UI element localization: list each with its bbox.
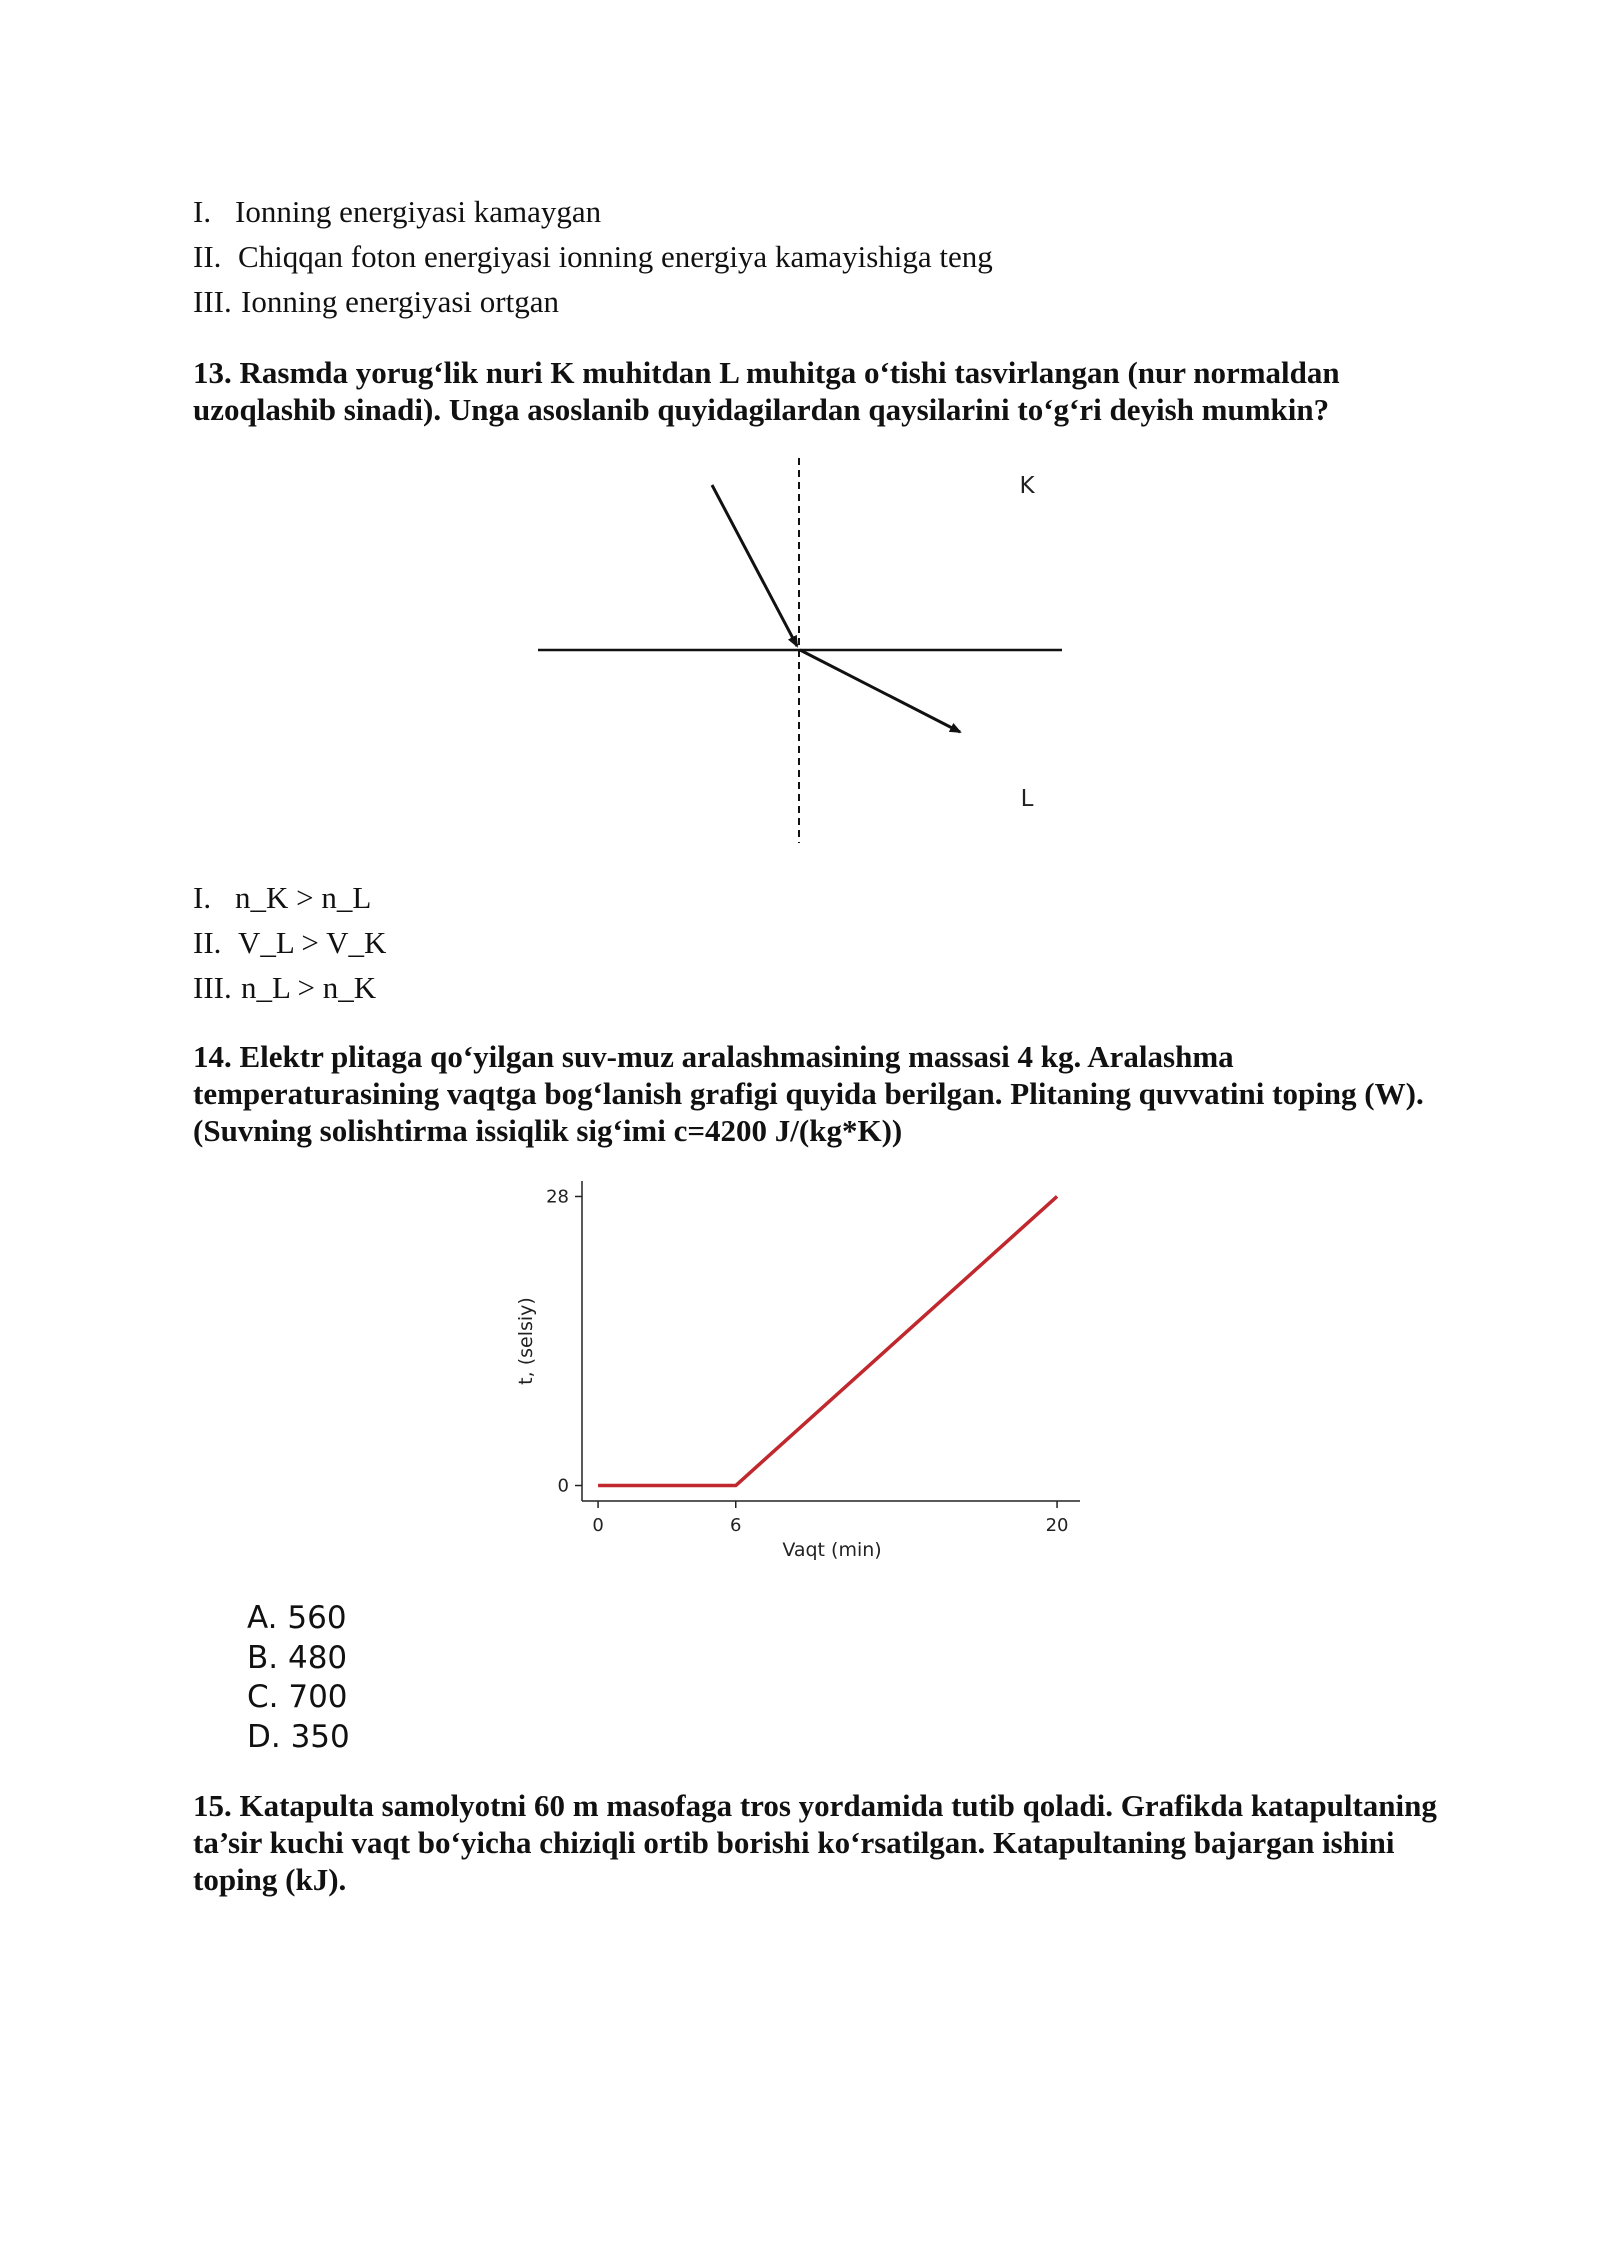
statement-13-3-number: III. xyxy=(193,970,232,1005)
medium-l-label: L xyxy=(1020,786,1034,812)
statement-13-1-number: I. xyxy=(193,880,212,915)
refraction-diagram xyxy=(520,448,1080,848)
question-14: 14. Elektr plitaga qo‘yilgan suv-muz aralashmasining massasi 4 kg. Aralashma temperaturasining vaqtga bog‘lanish grafigi quyida berilgan. Plitaning quvvatini toping (W). (Suvning solishtirma issiqlik sig‘imi c=4200 J/(kg*K)) xyxy=(193,1039,1424,1148)
statement-3-number: III. xyxy=(193,284,232,319)
statement-2-number: II. xyxy=(193,239,222,274)
option-b: B. 480 xyxy=(247,1640,348,1676)
statement-13-2 xyxy=(193,921,386,965)
y-tick-label-0: 0 xyxy=(557,1475,569,1497)
incident-ray xyxy=(712,485,797,646)
statement-13-2-text: V_L > V_K xyxy=(238,925,387,960)
option-c: C. 700 xyxy=(247,1679,348,1715)
x-tick-label-2: 20 xyxy=(1045,1515,1069,1536)
statement-1-number: I. xyxy=(193,194,212,229)
statement-1 xyxy=(193,190,601,234)
option-a: A. 560 xyxy=(247,1600,347,1636)
statement-3-text: Ionning energiyasi ortgan xyxy=(241,284,559,319)
refracted-ray xyxy=(800,650,960,732)
statement-2 xyxy=(193,235,993,279)
option-d: D. 350 xyxy=(247,1719,350,1755)
y-axis-label: t, (selsiy) xyxy=(515,1297,537,1385)
question-13: 13. Rasmda yorug‘lik nuri K muhitdan L muhitga o‘tishi tasvirlangan (nur normaldan uzoqlashib sinadi). Unga asoslanib quyidagilardan qaysilarini to‘g‘ri deyish mumkin? xyxy=(193,355,1340,427)
temperature-chart xyxy=(500,1165,1100,1565)
statement-2-text: Chiqqan foton energiyasi ionning energiya kamayishiga teng xyxy=(238,239,993,274)
series-line-0 xyxy=(598,1196,1057,1485)
question-15: 15. Katapulta samolyotni 60 m masofaga tros yordamida tutib qoladi. Grafikda katapultaning ta’sir kuchi vaqt bo‘yicha chiziqli ortib borishi ko‘rsatilgan. Katapultaning bajargan ishini toping (kJ). xyxy=(193,1788,1437,1897)
x-tick-label-1: 6 xyxy=(730,1515,742,1536)
statement-13-1 xyxy=(193,876,371,920)
x-axis-label: Vaqt (min) xyxy=(782,1539,882,1561)
statement-3 xyxy=(193,280,559,324)
statement-13-1-text: n_K > n_L xyxy=(235,880,372,915)
y-tick-label-1: 28 xyxy=(546,1186,569,1208)
statement-1-text: Ionning energiyasi kamaygan xyxy=(235,194,602,229)
statement-13-2-number: II. xyxy=(193,925,222,960)
statement-13-3 xyxy=(193,966,376,1010)
x-tick-label-0: 0 xyxy=(592,1515,604,1536)
statement-13-3-text: n_L > n_K xyxy=(241,970,377,1005)
medium-k-label: K xyxy=(1019,473,1035,499)
